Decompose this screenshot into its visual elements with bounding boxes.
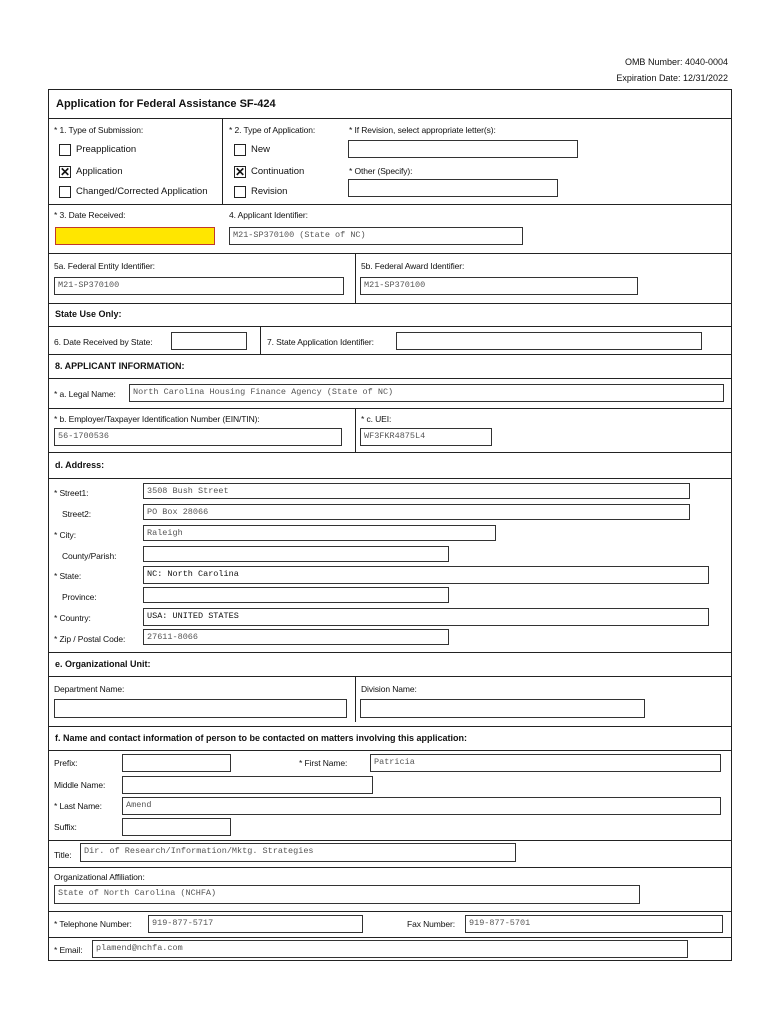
contact-title: f. Name and contact information of person to be contacted on matters involving this application: [55,733,468,743]
omb-number: OMB Number: 4040-0004 [624,57,728,67]
revision-checkbox[interactable] [234,186,246,198]
revision-letters-field[interactable] [348,140,578,158]
divider [49,726,731,727]
revision-letters-label: * If Revision, select appropriate letter(s): [349,125,496,135]
form-title: Application for Federal Assistance SF-424 [56,98,276,110]
submission-type-label: * 1. Type of Submission: [54,125,144,135]
affiliation-label: Organizational Affiliation: [54,872,145,882]
divider [49,840,731,841]
middle-name-label: Middle Name: [54,780,106,790]
division-name-label: Division Name: [361,684,417,694]
last-name-field[interactable]: Amend [122,797,721,815]
federal-award-id-label: 5b. Federal Award Identifier: [361,261,465,271]
changed-corrected-checkbox[interactable] [59,186,71,198]
divider [49,118,731,119]
country-label: * Country: [54,613,91,623]
ein-label: * b. Employer/Taxpayer Identification Number (EIN/TIN): [54,414,260,424]
sf424-form [48,89,732,961]
prefix-field[interactable] [122,754,231,772]
department-name-field[interactable] [54,699,347,718]
continuation-label: Continuation [251,166,305,177]
county-field[interactable] [143,546,449,562]
date-received-label: * 3. Date Received: [54,210,126,220]
divider [49,676,731,677]
division-name-field[interactable] [360,699,645,718]
application-label: Application [76,166,123,177]
state-app-id-label: 7. State Application Identifier: [267,337,374,347]
divider [49,378,731,379]
changed-corrected-label: Changed/Corrected Application [76,186,208,197]
last-name-label: * Last Name: [54,801,102,811]
new-checkbox[interactable] [234,144,246,156]
expiration-date: Expiration Date: 12/31/2022 [616,73,728,83]
preapplication-label: Preapplication [76,144,137,155]
first-name-label: * First Name: [299,758,348,768]
legal-name-label: * a. Legal Name: [54,389,116,399]
email-label: * Email: [54,945,83,955]
zip-label: * Zip / Postal Code: [54,634,126,644]
province-label: Province: [62,592,97,602]
divider [49,911,731,912]
divider [49,652,731,653]
province-field[interactable] [143,587,449,603]
federal-entity-id-label: 5a. Federal Entity Identifier: [54,261,155,271]
federal-award-id-field[interactable]: M21-SP370100 [360,277,638,295]
telephone-label: * Telephone Number: [54,919,132,929]
suffix-field[interactable] [122,818,231,836]
revision-label: Revision [251,186,288,197]
telephone-field[interactable]: 919-877-5717 [148,915,363,933]
divider [49,937,731,938]
continuation-checkbox[interactable]: ✕ [235,165,246,179]
city-label: * City: [54,530,76,540]
divider [355,253,356,303]
divider [49,867,731,868]
divider [49,326,731,327]
divider [49,303,731,304]
divider [49,354,731,355]
title-label: Title: [54,850,72,860]
suffix-label: Suffix: [54,822,77,832]
date-received-field[interactable] [55,227,215,245]
state-use-title: State Use Only: [55,309,122,319]
middle-name-field[interactable] [122,776,373,794]
other-specify-field[interactable] [348,179,558,197]
zip-field[interactable]: 27611-8066 [143,629,449,645]
title-field[interactable]: Dir. of Research/Information/Mktg. Strategies [80,843,516,862]
divider [49,204,731,205]
divider [355,408,356,452]
fax-field[interactable]: 919-877-5701 [465,915,723,933]
legal-name-field[interactable]: North Carolina Housing Finance Agency (State of NC) [129,384,724,402]
divider [222,118,223,204]
new-label: New [251,144,271,155]
divider [49,253,731,254]
street2-label: Street2: [62,509,91,519]
application-type-label: * 2. Type of Application: [229,125,316,135]
applicant-info-title: 8. APPLICANT INFORMATION: [55,361,185,371]
uei-field[interactable]: WF3FKR4875L4 [360,428,492,446]
applicant-identifier-field[interactable]: M21-SP370100 (State of NC) [229,227,523,245]
divider [49,478,731,479]
affiliation-field[interactable]: State of North Carolina (NCHFA) [54,885,640,904]
uei-label: * c. UEI: [361,414,392,424]
country-field[interactable]: USA: UNITED STATES [143,608,709,626]
federal-entity-id-field[interactable]: M21-SP370100 [54,277,344,295]
street2-field[interactable]: PO Box 28066 [143,504,690,520]
street1-field[interactable]: 3508 Bush Street [143,483,690,499]
divider [49,750,731,751]
address-title: d. Address: [55,460,105,470]
preapplication-checkbox[interactable] [59,144,71,156]
state-field[interactable]: NC: North Carolina [143,566,709,584]
divider [260,326,261,354]
state-label: * State: [54,571,82,581]
org-unit-title: e. Organizational Unit: [55,659,151,669]
city-field[interactable]: Raleigh [143,525,496,541]
divider [49,452,731,453]
date-received-state-field[interactable] [171,332,247,350]
divider [49,408,731,409]
email-field[interactable]: plamend@nchfa.com [92,940,688,958]
state-app-id-field[interactable] [396,332,702,350]
county-label: County/Parish: [62,551,117,561]
prefix-label: Prefix: [54,758,78,768]
divider [355,676,356,722]
ein-field[interactable]: 56-1700536 [54,428,342,446]
first-name-field[interactable]: Patricia [370,754,721,772]
other-specify-label: * Other (Specify): [349,166,413,176]
application-checkbox[interactable]: ✕ [60,165,71,179]
street1-label: * Street1: [54,488,89,498]
applicant-identifier-label: 4. Applicant Identifier: [229,210,308,220]
date-received-state-label: 6. Date Received by State: [54,337,153,347]
department-name-label: Department Name: [54,684,125,694]
fax-label: Fax Number: [407,919,456,929]
